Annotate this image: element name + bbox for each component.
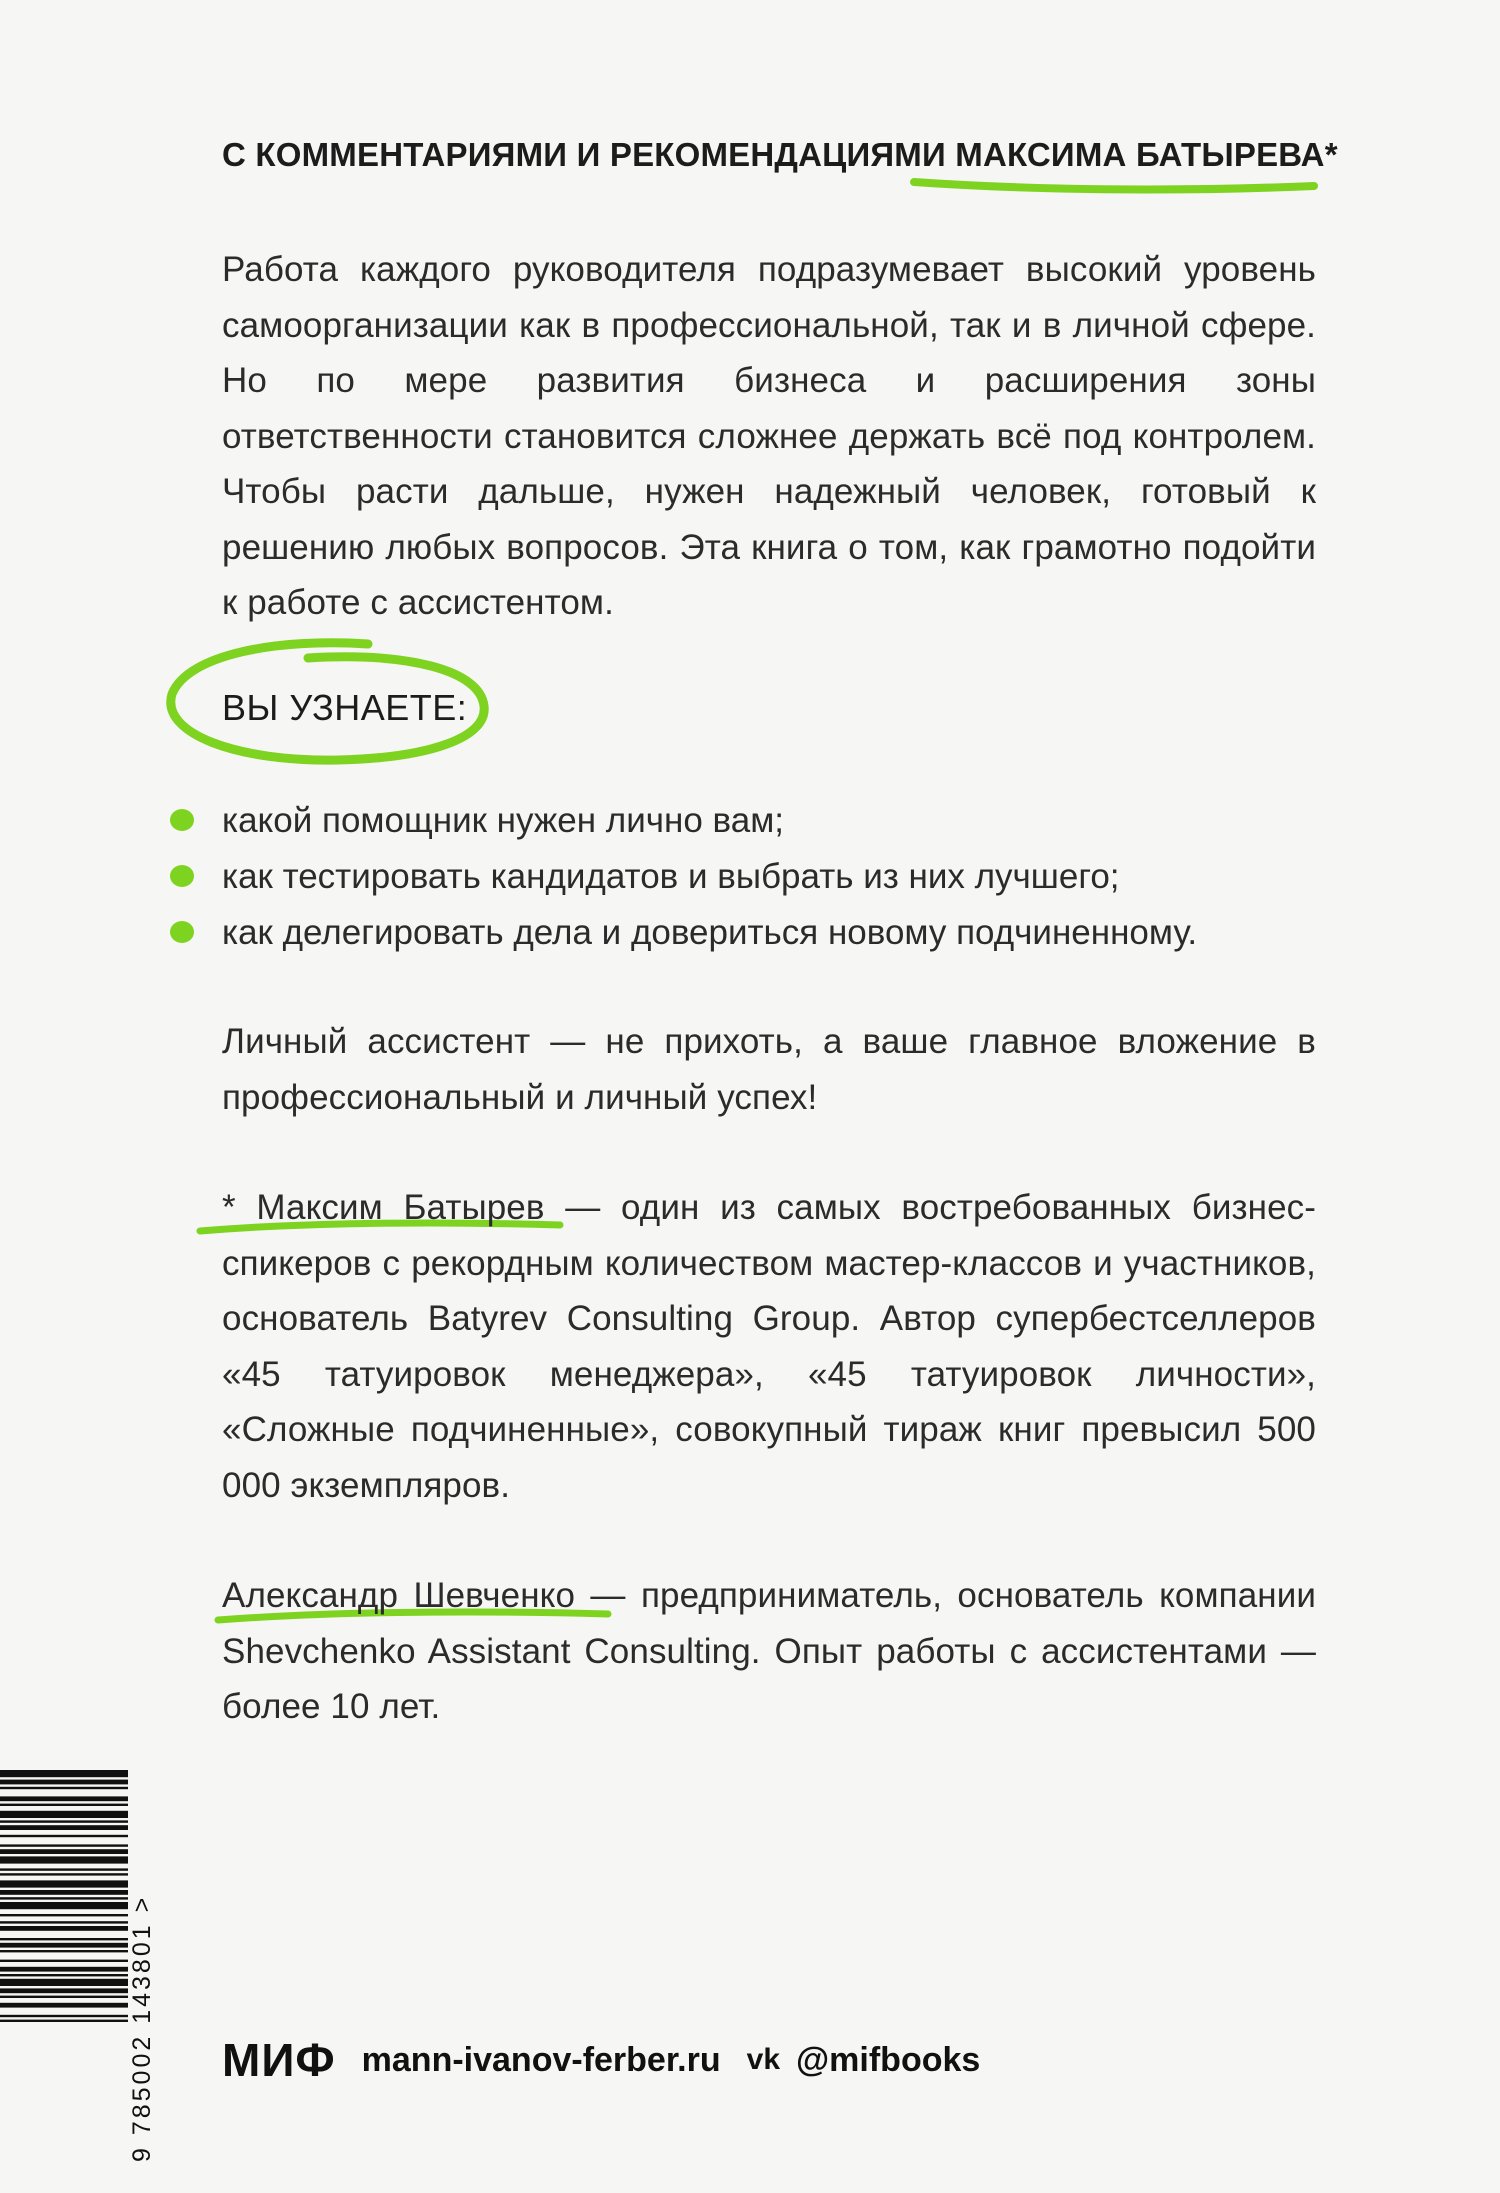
barcode-bar [0, 1880, 128, 1887]
barcode-bar [0, 1844, 128, 1846]
isbn-barcode [0, 1770, 160, 2170]
publisher-logo: МИФ [222, 2034, 336, 2086]
barcode-bar [0, 1804, 128, 1806]
barcode-bar [0, 1811, 128, 1818]
barcode-bar [0, 1921, 128, 1923]
barcode-bar [0, 1873, 128, 1875]
vk-icon: vk [746, 2043, 781, 2076]
learn-heading: ВЫ УЗНАЕТЕ: [222, 687, 468, 728]
barcode-bar [0, 1960, 128, 1962]
learn-list [170, 793, 1197, 961]
barcode-bar [0, 2003, 128, 2008]
barcode-bar [0, 1820, 128, 1822]
barcode-bar [0, 1868, 128, 1870]
barcode-bar [0, 1914, 128, 1916]
barcode-bar [0, 1926, 128, 1931]
barcode-bar [0, 1967, 128, 1972]
barcode-bar [0, 1890, 128, 1895]
publisher-footer [222, 2030, 980, 2090]
barcode-bar [0, 2015, 128, 2017]
social-handle-link[interactable]: @mifbooks [796, 2040, 981, 2079]
barcode-bar [0, 1796, 128, 1801]
list-item-text: какой помощник нужен лично вам; [222, 801, 784, 840]
publisher-website-link[interactable]: mann-ivanov-ferber.ru [361, 2040, 721, 2079]
barcode-bar [0, 1902, 128, 1909]
barcode-bar [0, 1835, 128, 1837]
shevchenko-bio: Александр Шевченко — предприниматель, основатель компании Shevchenko Assistant Consulting. Опыт работы с ассистентами — более 10 лет. [222, 1576, 1316, 1726]
bullet-dot-icon [170, 865, 194, 887]
barcode-digits: 9 785002 143801 > [128, 1894, 156, 2162]
intro-paragraph: Работа каждого руководителя подразумевает высокий уровень самоорганизации как в профессиональной, так и в личной сфере. Но по мере развития бизнеса и расширения зоны ответственности становится сложнее держать всё под контролем. Чтобы расти дальше, нужен надежный человек, готовый к решению любых вопросов. Эта книга о том, как грамотно подойти к работе с ассистентом. [222, 250, 1316, 622]
barcode-bar [0, 1825, 128, 1830]
barcode-bar [0, 1974, 128, 1976]
list-item-text: как тестировать кандидатов и выбрать из них лучшего; [222, 857, 1120, 896]
bullet-dot-icon [170, 921, 194, 943]
barcode-bar [0, 1996, 128, 1998]
batyrev-bio: * Максим Батырев — один из самых востребованных бизнес-спикеров с рекордным количеством мастер-классов и участников, основатель Batyrev Consulting Group. Автор супербестселлеров «45 татуировок менеджера», «45 татуировок личности», «Сложные подчиненные», совокупный тираж книг превысил 500 000 экземпляров. [222, 1188, 1316, 1505]
cover-heading: С КОММЕНТАРИЯМИ И РЕКОМЕНДАЦИЯМИ МАКСИМА БАТЫРЕВА* [222, 136, 1338, 173]
list-item [170, 849, 1197, 905]
bullet-dot-icon [170, 809, 194, 831]
list-item [170, 793, 1197, 849]
list-item [170, 905, 1197, 961]
barcode-bar [0, 1979, 128, 1986]
barcode-bar [0, 2020, 128, 2022]
barcode-bar [0, 1897, 128, 1899]
barcode-bar [0, 1780, 128, 1785]
barcode-bar [0, 1950, 128, 1952]
barcode-bar [0, 1856, 128, 1863]
list-item-text: как делегировать дела и довериться новому подчиненному. [222, 913, 1198, 952]
barcode-bar [0, 1988, 128, 1993]
closing-paragraph: Личный ассистент — не прихоть, а ваше главное вложение в профессиональный и личный успех! [222, 1022, 1316, 1117]
barcode-bar [0, 1943, 128, 1948]
barcode-bar [0, 1938, 128, 1940]
barcode-bar [0, 1770, 128, 1777]
barcode-bar [0, 1849, 128, 1854]
barcode-bar [0, 1787, 128, 1789]
